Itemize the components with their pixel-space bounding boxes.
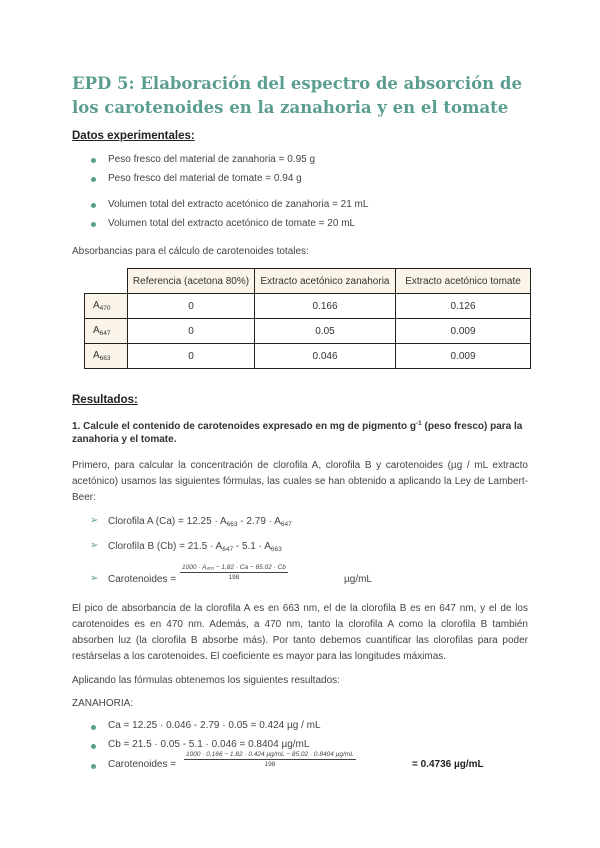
bullet-dot <box>91 744 96 749</box>
result-carotenoides-label: Carotenoides = <box>108 759 177 770</box>
result-ca: Ca = 12.25 · 0.046 - 2.79 · 0.05 = 0.424 µg / mL <box>108 720 321 731</box>
table-row <box>85 319 531 344</box>
datos-heading: Datos experimentales: <box>72 130 195 142</box>
table-cell: 0.126 <box>396 294 531 319</box>
arrow-bullet-icon: ➢ <box>90 515 99 526</box>
paragraph-intro: Primero, para calcular la concentración de clorofila A, clorofila B y carotenoides (µg / mL extracto acetónico) usamos las siguientes fórmulas, las cuales se han obtenido a aplicando la Ley de Lambert-Beer: <box>72 460 528 503</box>
row-label: $A_{470}$ <box>85 294 128 319</box>
table-cell: 0 <box>128 344 255 369</box>
row-label: $A_{663}$ <box>85 344 128 369</box>
resultados-heading: Resultados: <box>72 394 138 406</box>
bullet-dot <box>91 203 96 208</box>
arrow-bullet-icon: ➢ <box>90 573 99 584</box>
result-carotenoides-value: = 0.4736 µg/mL <box>412 759 484 770</box>
datos-item-4: Volumen total del extracto acetónico de tomate = 20 mL <box>108 218 356 229</box>
page-title: EPD 5: Elaboración del espectro de absorción de los carotenoides en la zanahoria y en el tomate <box>72 74 522 117</box>
paragraph-results-intro: Aplicando las fórmulas obtenemos los siguientes resultados: <box>72 675 340 686</box>
table-cell: 0.05 <box>255 319 396 344</box>
bullet-dot <box>91 222 96 227</box>
datos-item-1: Peso fresco del material de zanahoria = 0.95 g <box>108 154 316 165</box>
zanahoria-heading: ZANAHORIA: <box>72 698 134 709</box>
bullet-dot <box>91 725 96 730</box>
table-cell: 0.009 <box>396 319 531 344</box>
table-corner <box>85 269 128 294</box>
result-cb: Cb = 21.5 · 0.05 - 5.1 · 0.046 = 0.8404 µg/mL <box>108 739 310 750</box>
table-row <box>85 344 531 369</box>
table-header: Referencia (acetona 80%) <box>128 269 255 294</box>
formula-carotenoides-label: Carotenoides = <box>108 574 177 585</box>
result-carotenoides-fraction: 1000 · 0.166 − 1.82 · 0.424 µg/mL − 85.02 · 0.8404 µg/mL 198 <box>186 751 354 768</box>
arrow-bullet-icon: ➢ <box>90 540 99 551</box>
paragraph-explanation: El pico de absorbancia de la clorofila A es en 663 nm, el de la clorofila B es en 647 nm, y el de los carotenoides es en 470 nm. Además, a 470 nm, tanto la clorofila A como la clorofila B también absorben luz (la clorofila B absorbe más). Por tanto debemos cuantificar las clorofilas para poder restárselas a los carotenoides. El coeficiente es mayor para las longitudes máximas. <box>72 603 528 662</box>
datos-item-2: Peso fresco del material de tomate = 0.94 g <box>108 173 302 184</box>
question-1: 1. Calcule el contenido de carotenoides expresado en mg de pigmento $g^{-1}$ (peso fresco) para la <box>72 420 523 432</box>
table-cell: 0.046 <box>255 344 396 369</box>
datos-item-3: Volumen total del extracto acetónico de zanahoria = 21 mL <box>108 199 369 210</box>
absorbance-intro: Absorbancias para el cálculo de carotenoides totales: <box>72 246 309 257</box>
formula-carotenoides-unit: µg/mL <box>344 574 372 585</box>
bullet-dot <box>91 177 96 182</box>
table-cell: 0.009 <box>396 344 531 369</box>
bullet-dot <box>91 158 96 163</box>
table-header-row <box>85 269 531 294</box>
table-cell: 0 <box>128 294 255 319</box>
bullet-dot <box>91 764 96 769</box>
table-row <box>85 294 531 319</box>
table-header: Extracto acetónico tomate <box>396 269 531 294</box>
absorbance-table <box>84 268 531 369</box>
formula-clorofila-a: Clorofila A $(Ca) = 12.25 \cdot A_{663} - 2.79 \cdot A_{647}$ <box>108 516 292 528</box>
formula-clorofila-b: Clorofila B $(Cb) = 21.5 \cdot A_{647} - 5.1 \cdot A_{663}$ <box>108 541 282 553</box>
table-cell: 0.166 <box>255 294 396 319</box>
table-cell: 0 <box>128 319 255 344</box>
table-header: Extracto acetónico zanahoria <box>255 269 396 294</box>
formula-carotenoides-fraction: $\frac{\text{1000 · A₄₇₀ − 1.82 · Ca − 85.02 · Cb}}{198}$ <box>182 564 286 581</box>
row-label: $A_{647}$ <box>85 319 128 344</box>
question-1-line2: zanahoria y el tomate. <box>72 434 177 445</box>
